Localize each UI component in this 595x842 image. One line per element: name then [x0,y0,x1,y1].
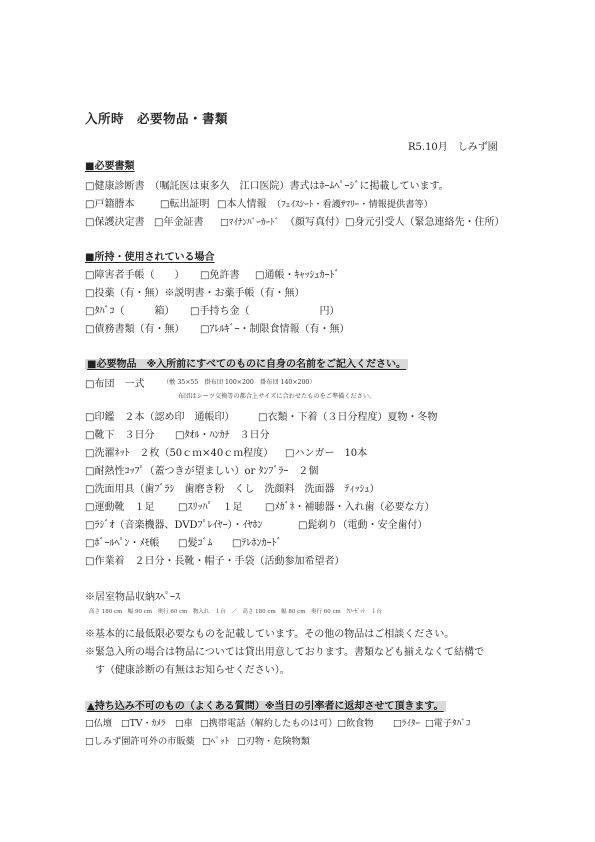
item-clothes: □衣類・下着（３日分程度）夏物・冬物 [258,412,438,423]
item-futon: □布団 一式 [85,379,145,390]
prohibited-tv-camera: □TV・ｶﾒﾗ [121,718,166,729]
item-hair-tie: □髪ｺﾞﾑ [178,538,213,549]
page-title: 入所時 必要物品・書類 [85,111,229,126]
storage-space-label: ※居室物品収納ｽﾍﾟｰｽ [85,592,180,603]
item-personal-info-note: （ﾌｪｲｽｼｰﾄ・看護ｻﾏﾘｰ・情報提供書等） [272,199,433,210]
item-moving-out-certificate: □転出証明 [160,199,210,210]
item-radio: □ﾗｼﾞｵ（音楽機器、DVDﾌﾟﾚｲﾔｰ）・ｲﾔﾎﾝ [85,520,263,531]
item-shaver: □髭剃り（電動・安全歯付） [298,520,428,531]
note-minimum-items: ※基本的に最低限必要なものを記載しています。その他の物品はご相談ください。 [85,629,455,640]
section-required-items-header-text: ■必要物品 ※入所前にすべてのものに自身の名前をご記入ください。 [87,359,406,370]
item-guarantor: （顔写真付）□身元引受人（緊急連絡先・住所） [285,217,505,228]
item-cash: □手持ち金（ 円） [190,306,340,317]
item-slippers: □ｽﾘｯﾊﾟ １足 [178,502,243,513]
prohibited-altar: □仏壇 [85,718,113,729]
prohibited-blades: □刃物・危険物類 [237,736,310,747]
prohibited-car: □車 [175,718,193,729]
storage-space-dimensions: 高さ 180 cm 幅 90 cm 奥行 60 cm 物入れ １台 ／ 高さ 180 cm 幅 80 cm 奥行 60 cm ｸﾛｰｾﾞｯﾄ １台 [89,609,382,615]
item-debt-documents: □債務書類（有・無） [85,324,185,335]
section-prohibited-items-header-text: ▲持ち込み不可のもの（よくある質問）※当日の引率者に返却させて頂きます。 [87,701,444,712]
item-disability-handbook: □障害者手帳（ ） [85,270,185,281]
item-my-number-card: □ﾏｲﾅﾝﾊﾞｰｶｰﾄﾞ [220,217,280,228]
item-heatproof-cup: □耐熱性ｺｯﾌﾟ（蓋つきが望ましい）or ﾀﾝﾌﾞﾗｰ ２個 [85,466,319,477]
item-socks: □靴下 ３日分 [85,430,155,441]
item-seals: □印鑑 ２本（認め印 通帳印） [85,412,235,423]
item-hangers: □ハンガー 10本 [285,448,368,459]
item-health-certificate: □健康診断書 （嘱託医は東多久 江口医院）書式はﾎｰﾑﾍﾟｰｼﾞに掲載しています。 [85,181,449,192]
section-prohibited-items-header [85,697,446,712]
item-family-register: □戸籍謄本 [85,199,135,210]
item-pen-memo: □ﾎﾞｰﾙﾍﾟﾝ・ﾒﾓ帳 [85,538,160,549]
item-glasses-hearing-aid: □ﾒｶﾞﾈ・補聴器・入れ歯（必要な方） [265,502,435,513]
item-personal-info: □本人情報 [217,199,267,210]
item-tobacco: □ﾀﾊﾞｺ（ 箱） [85,306,175,317]
item-work-clothes: □作業着 ２日分・長靴・帽子・手袋（活動参加希望者） [85,556,345,567]
item-medication: □投薬（有・無）※説明書・お薬手帳（有・無） [85,288,305,299]
prohibited-otc-medicine: □しみず園許可外の市販薬 [85,736,195,747]
section-possessed-items-header: ■所持・使用されている場合 [85,252,215,263]
item-laundry-net: □洗濯ﾈｯﾄ ２枚（50ｃｍ×40ｃｍ程度） [85,448,274,459]
item-futon-note: 布団はシーツ交換等の都合上サイズに合わせたものをご準備ください。 [178,393,376,400]
item-toiletries: □洗面用具（歯ﾌﾞﾗｼ 歯磨き粉 くし 洗顔料 洗面器 ﾃｨｯｼｭ） [85,484,380,495]
prohibited-lighter: □ﾗｲﾀｰ [393,718,421,729]
issue-date: R5.10月 しみず園 [408,142,498,153]
item-futon-sizes: （敷 35×55 掛布団 100×200 掛布団 140×200） [163,379,316,386]
item-bankbook: □通帳・ｷｬｯｼｭｶｰﾄﾞ [255,270,340,281]
section-required-items-header [85,355,408,370]
section-required-documents-header: ■必要書類 [85,161,135,172]
item-allergy-info: □ｱﾚﾙｷﾞｰ・制限食情報（有・無） [200,324,350,335]
item-towels: □ﾀｵﾙ・ﾊﾝｶﾁ ３日分 [175,430,270,441]
prohibited-mobile-food: □携帯電話（解約したものは可）□飲食物 [200,718,374,729]
prohibited-pets: □ﾍﾟｯﾄ [202,736,230,747]
item-protection-decision: □保護決定書 [85,217,145,228]
note-emergency-line1: ※緊急入所の場合は物品については貸出用意しております。書類なども揃えなくて結構で [85,647,484,658]
item-pension-certificate: □年金証書 [154,217,204,228]
note-emergency-line2: す（健康診断の有無はお知らせください）。 [85,665,290,676]
item-phone-card: □ﾃﾚﾎﾝｶｰﾄﾞ [232,538,282,549]
item-license: □免許書 [200,270,240,281]
item-sneakers: □運動靴 １足 [85,502,155,513]
prohibited-e-cigarette: □電子ﾀﾊﾞｺ [425,718,471,729]
